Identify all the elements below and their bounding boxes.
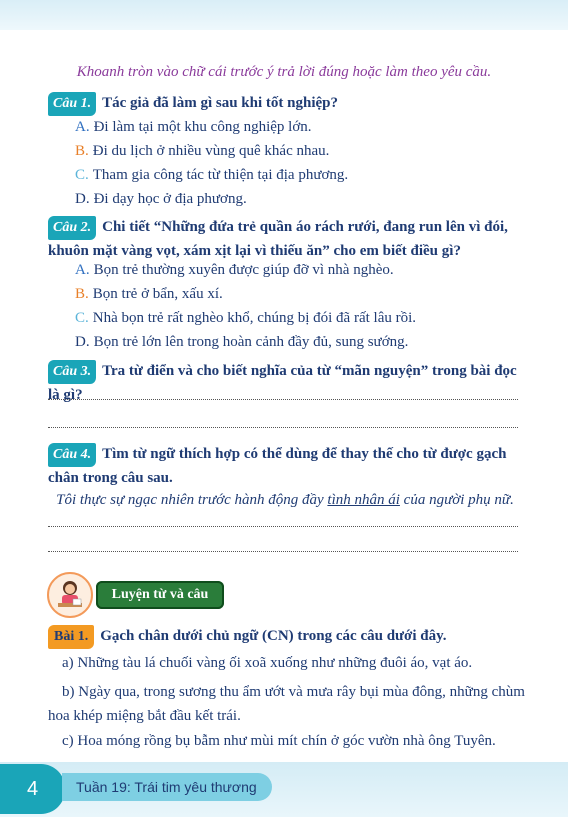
exercise-item-a[interactable]: a) Những tàu lá chuối vàng ối xoã xuống như những đuôi áo, vạt áo. [62,655,473,671]
exercise-1-text: Gạch chân dưới chủ ngữ (CN) trong các câu dưới đây. [100,628,447,644]
question-2-tag: Câu 2. [48,216,96,240]
answer-line[interactable] [48,399,518,400]
answer-line[interactable] [48,427,518,428]
question-4-tag: Câu 4. [48,443,96,467]
question-4 [48,443,528,489]
student-writing-icon [47,572,93,618]
top-header-band [0,0,568,30]
answer-line[interactable] [48,526,518,527]
page-number: 4 [0,764,65,814]
question-4-text: Tìm từ ngữ thích hợp có thể dùng để thay thế cho từ được gạch chân trong câu sau. [48,446,507,486]
q2-option-d[interactable]: D. Bọn trẻ lớn lên trong hoàn cảnh đầy đủ, sung sướng. [75,334,409,350]
q2-option-b[interactable]: B. Bọn trẻ ở bẩn, xấu xí. [75,286,223,302]
question-3-tag: Câu 3. [48,360,96,384]
example-sentence: Tôi thực sự ngạc nhiên trước hành động đầy tình nhân ái của người phụ nữ. [56,492,514,508]
instruction-text: Khoanh tròn vào chữ cái trước ý trả lời đúng hoặc làm theo yêu cầu. [76,64,492,80]
question-1-tag: Câu 1. [48,92,96,116]
answer-line[interactable] [48,551,518,552]
q1-option-b[interactable]: B. Đi du lịch ở nhiều vùng quê khác nhau. [75,143,330,159]
question-1 [48,92,528,116]
q1-option-c[interactable]: C. Tham gia công tác từ thiện tại địa phương. [75,167,349,183]
section-title-banner: Luyện từ và câu [96,581,224,609]
question-3-text: Tra từ điển và cho biết nghĩa của từ “mãn nguyện” trong bài đọc là gì? [48,363,517,403]
q2-option-c[interactable]: C. Nhà bọn trẻ rất nghèo khổ, chúng bị đói đã rất lâu rồi. [75,310,417,326]
q2-option-a[interactable]: A. Bọn trẻ thường xuyên được giúp đỡ vì nhà nghèo. [75,262,394,278]
question-2 [48,216,528,262]
exercise-item-b[interactable]: b) Ngày qua, trong sương thu ẩm ướt và mưa rây bụi mùa đông, những chùm hoa khép miệng bắt đầu kết trái. [48,684,525,724]
q1-option-d[interactable]: D. Đi dạy học ở địa phương. [75,191,247,207]
exercise-1 [48,625,528,649]
question-2-text: Chi tiết “Những đứa trẻ quần áo rách rưới, đang run lên vì đói, khuôn mặt vàng vọt, xám xịt lại vì thiếu ăn” cho em biết điều gì? [48,219,508,259]
question-1-text: Tác giả đã làm gì sau khi tốt nghiệp? [102,95,339,111]
footer-title: Tuần 19: Trái tim yêu thương [62,773,272,801]
exercise-1-tag: Bài 1. [48,625,94,649]
q1-option-a[interactable]: A. Đi làm tại một khu công nghiệp lớn. [75,119,312,135]
underlined-word: tình nhân ái [327,492,400,508]
exercise-item-c[interactable]: c) Hoa móng rồng bụ bẫm như mùi mít chín ở góc vườn nhà ông Tuyên. [62,733,496,749]
